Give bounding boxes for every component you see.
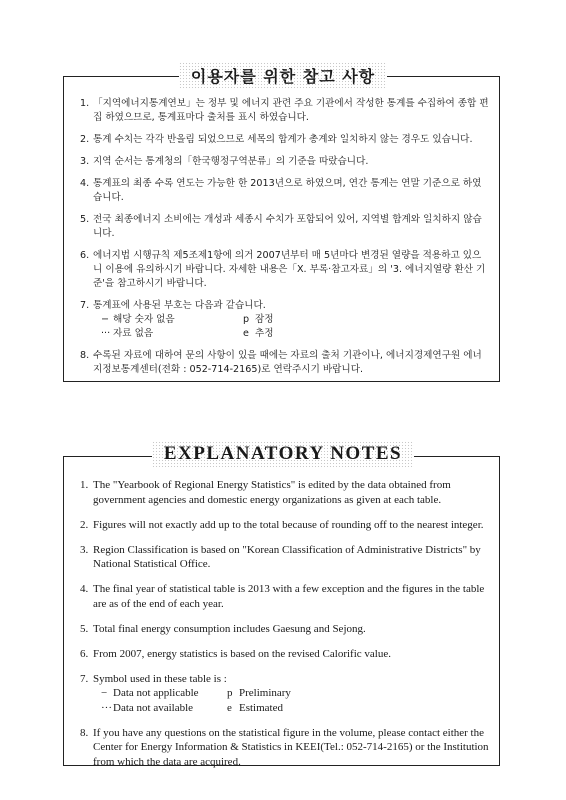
symbol-glyph: p bbox=[227, 687, 233, 700]
list-item bbox=[80, 478, 490, 507]
item-text: 에너지법 시행규칙 제5조제1항에 의거 2007년부터 매 5년마다 변경된 열량을 적용하고 있으니 이용에 유의하시기 바랍니다. 자세한 내용은「X. 부록·참고자료」의 '3. 에너지열량 환산 기준'을 참고하시기 바랍니다. bbox=[93, 249, 486, 289]
dash-glyph: − bbox=[101, 687, 108, 700]
symbol-label: 해당 숫자 없음 bbox=[113, 314, 175, 325]
item-text: 통계표에 사용된 부호는 다음과 같습니다. bbox=[93, 299, 266, 311]
item-text: 통계표의 최종 수록 연도는 가능한 한 2013년으로 하였으며, 연간 통계는 연말 기준으로 하였습니다. bbox=[93, 177, 482, 203]
list-item bbox=[80, 133, 490, 147]
item-text: 통계 수치는 각각 반올림 되었으므로 세목의 합계가 총계와 일치하지 않는 경우도 있습니다. bbox=[93, 134, 473, 145]
ellipsis-glyph: ··· bbox=[101, 701, 112, 714]
dash-glyph: − bbox=[101, 314, 110, 325]
symbol-label: Data not applicable bbox=[113, 687, 199, 700]
symbol-label: Data not available bbox=[113, 701, 194, 714]
symbol-row bbox=[93, 327, 490, 341]
korean-title-wrap bbox=[0, 62, 566, 89]
list-item bbox=[80, 299, 490, 342]
item-number: 1. bbox=[80, 479, 89, 491]
list-item bbox=[80, 97, 490, 125]
item-text: 지역 순서는 통계청의「한국행정구역분류」의 기준을 따랐습니다. bbox=[93, 155, 369, 167]
list-item bbox=[80, 349, 490, 377]
item-number: 7. bbox=[80, 672, 89, 685]
item-number: 7. bbox=[80, 299, 90, 311]
item-number: 6. bbox=[80, 249, 90, 261]
symbol-row bbox=[93, 686, 490, 701]
list-item bbox=[80, 672, 490, 716]
item-text: The final year of statistical table is 2013 with a few exception and the figures in the table are as of the end of each year. bbox=[93, 583, 485, 610]
list-item bbox=[80, 582, 490, 611]
symbol-label: Estimated bbox=[239, 701, 283, 714]
item-text: From 2007, energy statistics is based on the revised Calorific value. bbox=[93, 647, 391, 660]
list-item bbox=[80, 155, 490, 169]
item-text: If you have any questions on the statistical figure in the volume, please contact either the Center for Energy Information & Statistics in KEEI(Tel.: 052-714-2165) or the Institution from which the data are acquired. bbox=[93, 726, 489, 769]
list-item bbox=[80, 726, 490, 770]
item-text: Symbol used in these table is : bbox=[93, 672, 227, 685]
item-number: 5. bbox=[80, 213, 90, 225]
english-notes-list bbox=[80, 478, 490, 780]
list-item bbox=[80, 249, 490, 292]
list-item bbox=[80, 213, 490, 241]
item-number: 8. bbox=[80, 350, 90, 361]
symbol-label: 잠정 bbox=[255, 314, 274, 325]
item-text: 수록된 자료에 대하여 문의 사항이 있을 때에는 자료의 출처 기관이나, 에너지경제연구원 에너지정보통계센터(전화 : 052-714-2165)로 연락주시기 바랍니다. bbox=[93, 350, 482, 376]
item-text: Figures will not exactly add up to the total because of rounding off to the nearest integer. bbox=[93, 518, 484, 531]
symbol-glyph: p bbox=[243, 314, 250, 325]
item-text: The "Yearbook of Regional Energy Statistics" is edited by the data obtained from government agencies and domestic energy organizations as given at each table. bbox=[93, 479, 451, 506]
item-text: Region Classification is based on "Korean Classification of Administrative Districts" by National Statistical Office. bbox=[93, 543, 481, 571]
item-number: 8. bbox=[80, 726, 89, 739]
symbol-label: 추정 bbox=[255, 328, 274, 340]
list-item bbox=[80, 543, 490, 572]
item-number: 4. bbox=[80, 177, 90, 189]
symbol-label: Preliminary bbox=[239, 687, 291, 700]
item-text: 「지역에너지통계연보」는 정부 및 에너지 관련 주요 기관에서 작성한 통계를 수집하여 종합 편집 하였으므로, 통계표마다 출처를 표시 하였습니다. bbox=[93, 98, 489, 124]
item-text: Total final energy consumption includes Gaesung and Sejong. bbox=[93, 622, 366, 635]
item-number: 1. bbox=[80, 98, 90, 109]
symbol-glyph: e bbox=[227, 701, 232, 714]
list-item bbox=[80, 622, 490, 637]
item-number: 2. bbox=[80, 518, 89, 531]
item-number: 4. bbox=[80, 583, 89, 596]
english-title-wrap bbox=[0, 441, 566, 467]
korean-title: 이용자를 위한 참고 사항 bbox=[179, 62, 387, 89]
english-title: EXPLANATORY NOTES bbox=[152, 441, 414, 467]
item-number: 3. bbox=[80, 543, 89, 556]
list-item bbox=[80, 647, 490, 662]
ellipsis-glyph: ··· bbox=[101, 328, 111, 340]
korean-notes-list bbox=[80, 97, 490, 385]
symbol-row bbox=[93, 313, 490, 327]
symbol-row bbox=[93, 701, 490, 716]
item-number: 6. bbox=[80, 647, 89, 660]
item-number: 2. bbox=[80, 134, 90, 145]
symbol-glyph: e bbox=[243, 328, 249, 340]
item-number: 3. bbox=[80, 155, 90, 167]
list-item bbox=[80, 177, 490, 205]
list-item bbox=[80, 518, 490, 533]
symbol-label: 자료 없음 bbox=[113, 328, 154, 340]
item-text: 전국 최종에너지 소비에는 개성과 세종시 수치가 포함되어 있어, 지역별 합계와 일치하지 않습니다. bbox=[93, 213, 482, 239]
item-number: 5. bbox=[80, 622, 89, 635]
